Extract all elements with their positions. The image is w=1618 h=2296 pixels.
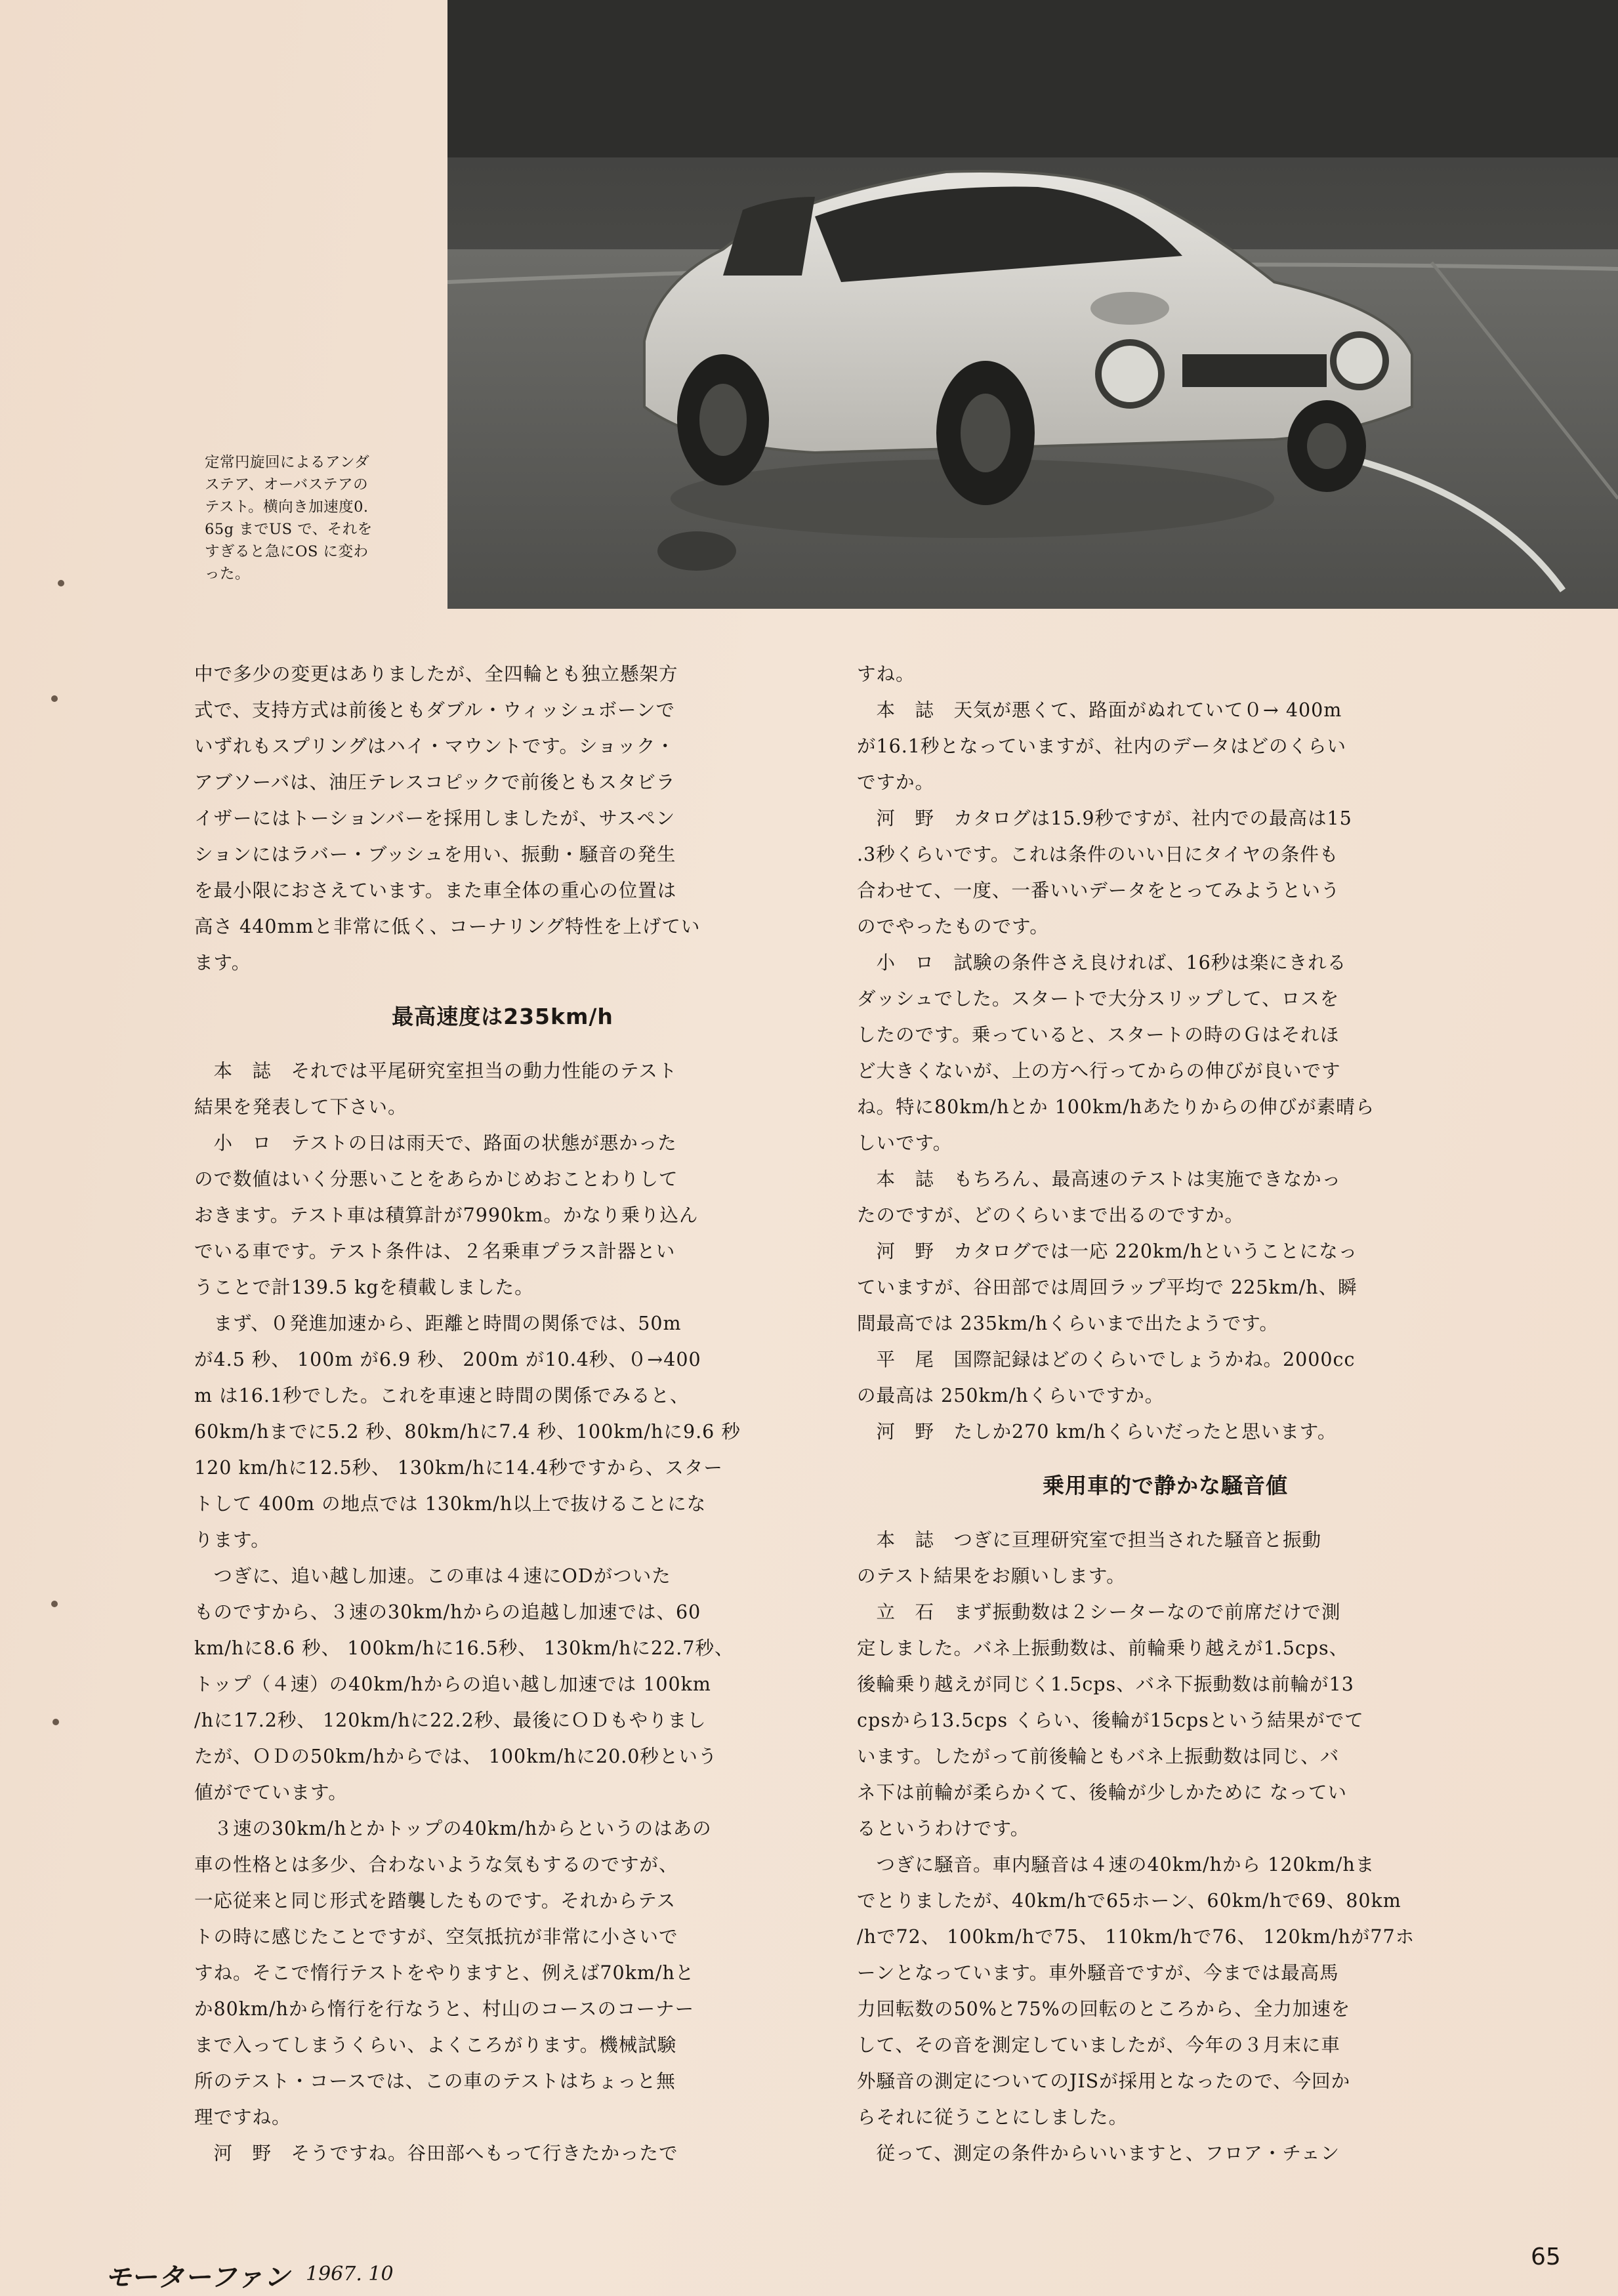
binder-hole xyxy=(58,580,64,586)
text-line: を最小限におさえています。また車全体の重心の位置は xyxy=(194,880,677,901)
text-line: 合わせて、一度、一番いいデータをとってみようという xyxy=(857,880,1340,901)
text-line: 120 km/hに12.5秒、 130km/hに14.4秒ですから、スター xyxy=(194,1457,723,1479)
text-line: ものですから、３速の30km/hからの追越し加速では、60 xyxy=(194,1601,701,1623)
caption-line: 65g までUS で、それを xyxy=(205,521,373,538)
text-line: 高さ 440mmと非常に低く、コーナリング特性を上げてい xyxy=(194,916,701,937)
text-line: したのです。乗っていると、スタートの時のＧはそれほ xyxy=(857,1024,1340,1046)
text-line: 従って、測定の条件からいいますと、フロア・チェン xyxy=(857,2142,1340,2164)
text-line: アブソーバは、油圧テレスコピックで前後ともスタビラ xyxy=(194,771,676,793)
text-line: 所のテスト・コースでは、この車のテストはちょっと無 xyxy=(194,2070,676,2092)
text-line: 河 野 たしか270 km/hくらいだったと思います。 xyxy=(857,1421,1337,1443)
page-number: 65 xyxy=(1531,2244,1561,2270)
binder-hole xyxy=(51,695,58,702)
binder-hole xyxy=(51,1601,58,1607)
text-line: ですか。 xyxy=(857,771,935,793)
text-line: 河 野 カタログは15.9秒ですが、社内での最高は15 xyxy=(857,808,1352,829)
text-line: うことで計139.5 kgを積載しました。 xyxy=(194,1277,534,1298)
text-line: つぎに騒音。車内騒音は４速の40km/hから 120km/hま xyxy=(857,1854,1375,1876)
text-line: 定しました。バネ上振動数は、前輪乗り越えが1.5cps、 xyxy=(857,1637,1349,1659)
text-line: のでやったものです。 xyxy=(857,916,1049,937)
text-line: トして 400m の地点では 130km/h以上で抜けることにな xyxy=(194,1493,707,1515)
text-line: 間最高では 235km/hくらいまで出たようです。 xyxy=(857,1313,1279,1334)
text-line: km/hに8.6 秒、 100km/hに16.5秒、 130km/hに22.7秒、 xyxy=(194,1637,734,1659)
section-heading: 乗用車的で静かな騒音値 xyxy=(1043,1473,1288,1498)
caption-line: すぎると急にOS に変わ xyxy=(205,543,369,560)
text-line: か80km/hから惰行を行なうと、村山のコースのコーナー xyxy=(194,1998,695,2020)
text-line: しいです。 xyxy=(857,1132,953,1154)
text-line: いずれもスプリングはハイ・マウントです。ショック・ xyxy=(194,735,675,757)
text-line: トの時に感じたことですが、空気抵抗が非常に小さいで xyxy=(194,1926,678,1948)
caption-line: 定常円旋回によるアンダ xyxy=(205,454,370,471)
text-line: 力回転数の50%と75%の回転のところから、全力加速を xyxy=(857,1998,1351,2020)
text-line: の最高は 250km/hくらいですか。 xyxy=(857,1385,1165,1406)
caption-line: テスト。横向き加速度0. xyxy=(205,499,369,516)
text-line: ションにはラバー・ブッシュを用い、振動・騒音の発生 xyxy=(194,844,676,865)
text-line: 立 石 まず振動数は２シーターなので前席だけで測 xyxy=(857,1601,1341,1623)
text-line: います。したがって前後輪ともバネ上振動数は同じ、バ xyxy=(857,1746,1340,1767)
text-line: ーンとなっています。車外騒音ですが、今までは最高馬 xyxy=(857,1962,1339,1984)
text-line: して、その音を測定していましたが、今年の３月末に車 xyxy=(857,2034,1340,2056)
text-line: 後輪乗り越えが同じく1.5cps、バネ下振動数は前輪が13 xyxy=(857,1673,1354,1695)
text-line: 本 誌 もちろん、最高速のテストは実施できなかっ xyxy=(857,1168,1342,1190)
text-line: 60km/hまでに5.2 秒、80km/hに7.4 秒、100km/hに9.6 秒 xyxy=(194,1421,741,1443)
left-column xyxy=(194,656,811,2171)
text-line: ので数値はいく分悪いことをあらかじめおことわりして xyxy=(194,1168,678,1190)
text-line: たが、ＯＤの50km/hからでは、 100km/hに20.0秒という xyxy=(194,1746,718,1767)
text-line: ネ下は前輪が柔らかくて、後輪が少しかために なってい xyxy=(857,1782,1347,1803)
text-line: イザーにはトーションバーを採用しましたが、サスペン xyxy=(194,808,676,829)
text-line: トップ（４速）の40km/hからの追い越し加速では 100km xyxy=(194,1673,711,1695)
text-line: まず、０発進加速から、距離と時間の関係では、50m xyxy=(194,1313,682,1334)
text-line: のテスト結果をお願いします。 xyxy=(857,1565,1126,1587)
text-line: 外騒音の測定についてのJISが採用となったので、今回か xyxy=(857,2070,1351,2092)
caption-line: った。 xyxy=(205,565,251,583)
text-line: /hに17.2秒、 120km/hに22.2秒、最後にＯＤもやりまし xyxy=(194,1710,707,1731)
text-line: 平 尾 国際記録はどのくらいでしょうかね。2000cc xyxy=(857,1349,1356,1370)
text-line: m は16.1秒でした。これを車速と時間の関係でみると、 xyxy=(194,1385,690,1406)
text-line: たのですが、どのくらいまで出るのですか。 xyxy=(857,1204,1245,1226)
text-line: まで入ってしまうくらい、よくころがります。機械試験 xyxy=(194,2034,677,2056)
text-line: ね。特に80km/hとか 100km/hあたりからの伸びが素晴ら xyxy=(857,1096,1375,1118)
text-line: すね。 xyxy=(857,663,915,685)
text-line: すね。そこで惰行テストをやりますと、例えば70km/hと xyxy=(194,1962,695,1984)
text-line: が4.5 秒、 100m が6.9 秒、 200m が10.4秒、０→400 xyxy=(194,1349,701,1370)
text-line: 本 誌 つぎに亘理研究室で担当された騒音と振動 xyxy=(857,1529,1322,1551)
text-line: 理ですね。 xyxy=(194,2106,291,2128)
car-illustration xyxy=(447,0,1618,609)
text-line: ます。 xyxy=(194,952,251,974)
text-line: ど大きくないが、上の方へ行ってからの伸びが良いです xyxy=(857,1060,1341,1082)
text-line: でいる車です。テスト条件は、２名乗車プラス計器とい xyxy=(194,1240,676,1262)
text-line: 車の性格とは多少、合わないような気もするのですが、 xyxy=(194,1854,678,1876)
text-line: ていますが、谷田部では周回ラップ平均で 225km/h、瞬 xyxy=(857,1277,1358,1298)
text-line: 一応従来と同じ形式を踏襲したものです。それからテス xyxy=(194,1890,676,1912)
car-photo xyxy=(447,0,1618,609)
text-line: でとりましたが、40km/hで65ホーン、60km/hで69、80km xyxy=(857,1890,1401,1912)
caption-line: ステア、オーバステアの xyxy=(205,476,369,493)
text-line: 式で、支持方式は前後ともダブル・ウィッシュボーンで xyxy=(194,699,675,721)
text-line: 小 ロ 試験の条件さえ良ければ、16秒は楽にきれる xyxy=(857,952,1347,974)
text-line: 中で多少の変更はありましたが、全四輪とも独立懸架方 xyxy=(194,663,678,685)
text-line: 本 誌 それでは平尾研究室担当の動力性能のテスト xyxy=(194,1060,678,1082)
text-line: /hで72、 100km/hで75、 110km/hで76、 120km/hが77ホ xyxy=(857,1926,1415,1948)
right-column xyxy=(857,656,1474,2171)
text-line: cpsから13.5cps くらい、後輪が15cpsという結果がでて xyxy=(857,1710,1364,1731)
section-heading: 最高速度は235km/h xyxy=(392,1004,613,1029)
text-line: らそれに従うことにしました。 xyxy=(857,2106,1129,2128)
text-line: るというわけです。 xyxy=(857,1818,1030,1839)
text-line: ります。 xyxy=(194,1529,270,1551)
text-line: 河 野 そうですね。谷田部へもって行きたかったで xyxy=(194,2142,678,2164)
magazine-title: モーターファン xyxy=(105,2263,291,2293)
text-line: 結果を発表して下さい。 xyxy=(194,1096,407,1118)
text-line: 河 野 カタログでは一応 220km/hということになっ xyxy=(857,1240,1358,1262)
text-line: ３速の30km/hとかトップの40km/hからというのはあの xyxy=(194,1818,712,1839)
binder-hole xyxy=(52,1719,59,1725)
text-line: おきます。テスト車は積算計が7990km。かなり乗り込ん xyxy=(194,1204,699,1226)
photo-caption xyxy=(205,451,431,585)
text-line: 値がでています。 xyxy=(194,1782,348,1803)
text-line: が16.1秒となっていますが、社内のデータはどのくらい xyxy=(857,735,1346,757)
text-line: .3秒くらいです。これは条件のいい日にタイヤの条件も xyxy=(857,844,1339,865)
issue-date: 1967. 10 xyxy=(306,2263,394,2286)
text-line: ダッシュでした。スタートで大分スリップして、ロスを xyxy=(857,988,1340,1010)
text-line: つぎに、追い越し加速。この車は４速にODがついた xyxy=(194,1565,671,1587)
text-line: 本 誌 天気が悪くて、路面がぬれていて０→ 400m xyxy=(857,699,1342,721)
text-line: 小 ロ テストの日は雨天で、路面の状態が悪かった xyxy=(194,1132,677,1154)
